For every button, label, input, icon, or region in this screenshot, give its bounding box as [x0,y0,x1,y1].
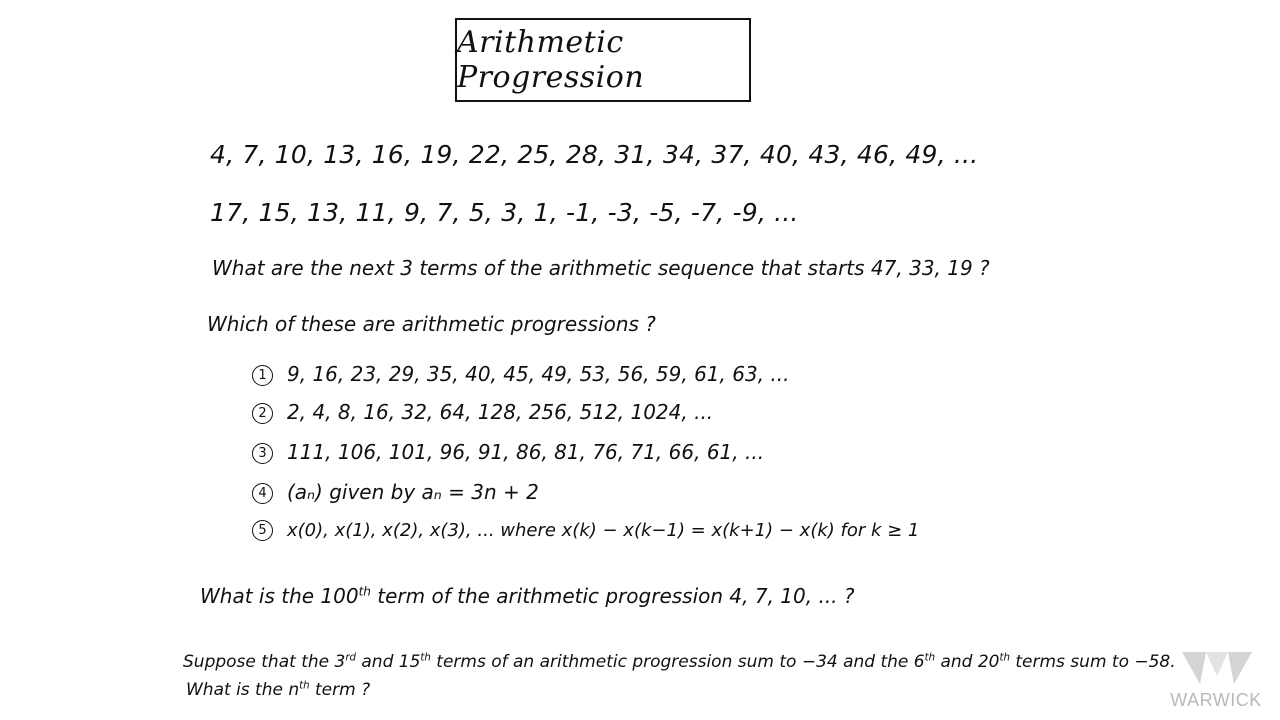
option-number-4: 4 [252,483,273,504]
sequence-1: 4, 7, 10, 13, 16, 19, 22, 25, 28, 31, 34, 37, 40, 43, 46, 49, ... [210,140,979,169]
option-5 [252,520,919,541]
question-suppose-line2 [186,680,370,700]
suppose-line2-post: term ? [309,680,371,700]
question-100th-pre: What is the 100 [200,584,359,608]
question-suppose-line1 [183,652,1176,672]
suppose-b: and 15 [355,652,421,672]
sequence-2: 17, 15, 13, 11, 9, 7, 5, 3, 1, -1, -3, -5, -7, -9, ... [210,198,799,227]
option-number-2: 2 [252,403,273,424]
suppose-e: terms sum to −58. [1009,652,1176,672]
option-1 [252,362,789,386]
question-100th-post: term of the arithmetic progression 4, 7, 10, ... ? [370,584,855,608]
title-box [455,18,751,102]
option-2 [252,400,713,424]
warwick-logo-text: WARWICK [1170,690,1262,710]
question-next-terms: What are the next 3 terms of the arithmetic sequence that starts 47, 33, 19 ? [212,256,990,280]
suppose-b-sup: th [420,652,431,664]
suppose-line2-sup: th [299,680,310,692]
option-3 [252,440,764,464]
option-text-1: 9, 16, 23, 29, 35, 40, 45, 49, 53, 56, 59, 61, 63, ... [287,362,790,386]
warwick-logo [1162,648,1270,710]
suppose-c-sup: th [924,652,936,664]
option-number-5: 5 [252,520,273,541]
question-which: Which of these are arithmetic progressions ? [207,312,656,336]
page-title: Arithmetic Progression [457,25,645,95]
suppose-line2-pre: What is the n [186,680,300,700]
option-4 [252,480,539,504]
option-text-2: 2, 4, 8, 16, 32, 64, 128, 256, 512, 1024, ... [287,400,714,424]
option-text-4: (aₙ) given by aₙ = 3n + 2 [287,480,539,504]
warwick-logo-mark-icon [1162,648,1270,692]
suppose-d-sup: th [999,652,1010,664]
option-text-3: 111, 106, 101, 96, 91, 86, 81, 76, 71, 66, 61, ... [287,440,765,464]
question-100th-term [200,584,855,608]
option-number-1: 1 [252,365,273,386]
suppose-c: terms of an arithmetic progression sum to −34 and the 6 [430,652,925,672]
option-text-5: x(0), x(1), x(2), x(3), ... where x(k) − x(k−1) = x(k+1) − x(k) for k ≥ 1 [287,520,920,541]
suppose-d: and 20 [935,652,1000,672]
suppose-a: Suppose that the 3 [183,652,346,672]
question-100th-sup: th [358,584,371,599]
suppose-a-sup: rd [345,652,356,664]
option-number-3: 3 [252,443,273,464]
